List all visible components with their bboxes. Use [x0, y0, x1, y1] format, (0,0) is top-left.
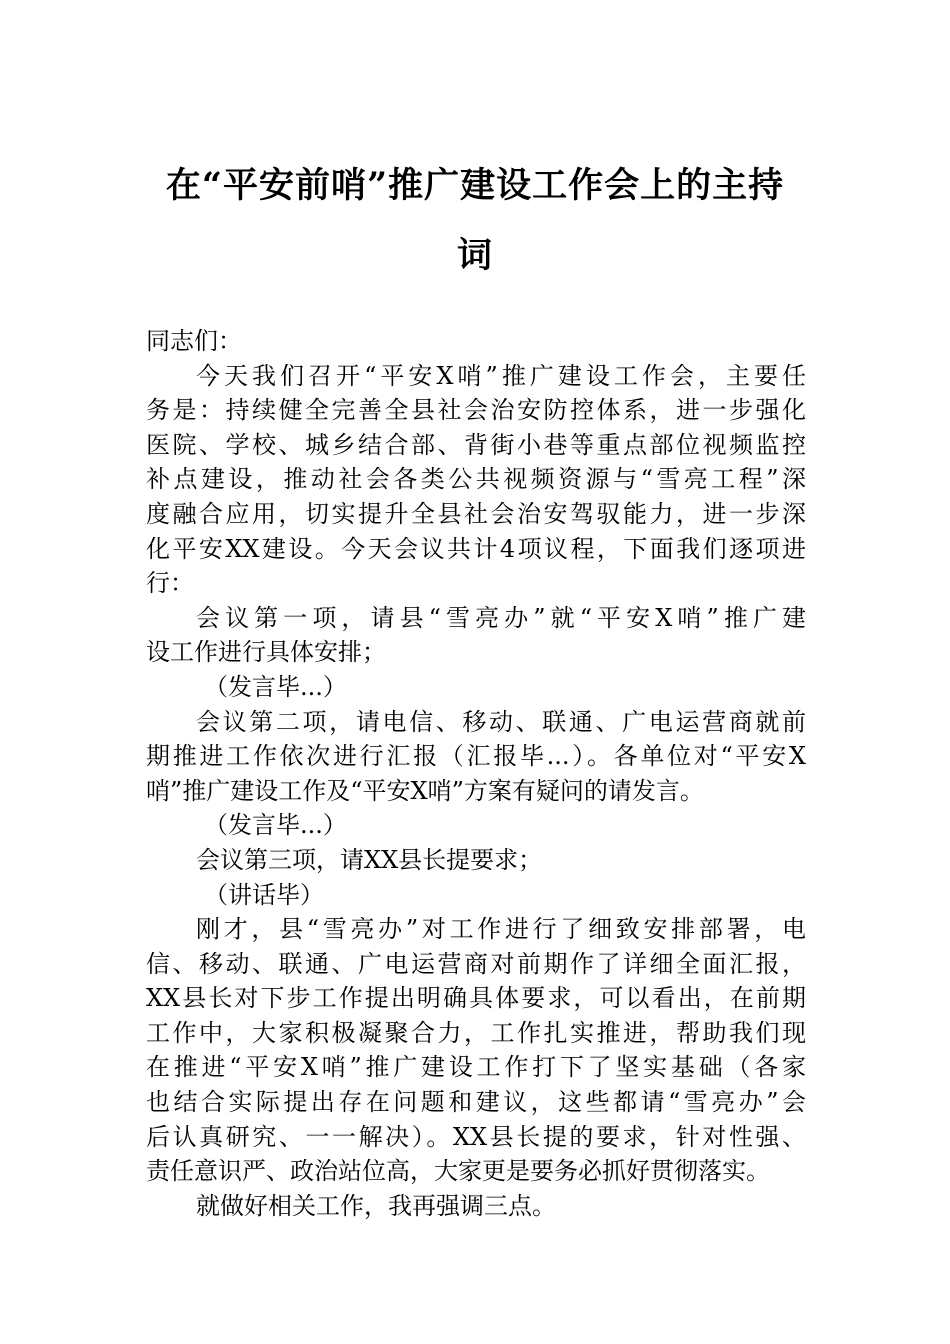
paragraph-line: （讲话毕）: [204, 880, 324, 909]
paragraph-line: 哨”推广建设工作及“平安X哨”方案有疑问的请发言。: [146, 776, 704, 805]
document-body: [146, 324, 806, 1223]
paragraph-line: 后认真研究、一一解决）。XX县长提的要求，针对性强、: [146, 1122, 806, 1151]
salutation: 同志们：: [146, 327, 242, 355]
paragraph-line: 刚才，县“雪亮办”对工作进行了细致安排部署，电: [196, 915, 806, 944]
paragraph-line: XX县长对下步工作提出明确具体要求，可以看出，在前期: [146, 984, 806, 1013]
paragraph-line: 设工作进行具体安排；: [146, 638, 386, 667]
paragraph-line: 期推进工作依次进行汇报（汇报毕...）。各单位对“平安X: [146, 742, 806, 771]
paragraph-line: 就做好相关工作，我再强调三点。: [196, 1191, 556, 1220]
paragraph-line: （发言毕...）: [204, 811, 347, 840]
paragraph-line: 会议第二项，请电信、移动、联通、广电运营商就前: [196, 707, 806, 736]
paragraph-line: 也结合实际提出存在问题和建议，这些都请“雪亮办”会: [146, 1088, 806, 1117]
paragraph-line: 会议第三项，请XX县长提要求；: [196, 845, 543, 874]
document-title-line-2: 词: [456, 235, 493, 276]
paragraph-line: 度融合应用，切实提升全县社会治安驾驭能力，进一步深: [146, 499, 806, 528]
document-title-line-1: 在“平安前哨”推广建设工作会上的主持: [165, 165, 785, 206]
paragraph-line: 信、移动、联通、广电运营商对前期作了详细全面汇报，: [146, 949, 806, 978]
paragraph-line: 责任意识严、政治站位高，大家更是要务必抓好贯彻落实。: [146, 1157, 770, 1186]
paragraph-line: （发言毕...）: [204, 672, 347, 701]
paragraph-line: 医院、学校、城乡结合部、背街小巷等重点部位视频监控: [146, 430, 806, 459]
paragraph-line: 在推进“平安X哨”推广建设工作打下了坚实基础（各家: [146, 1053, 806, 1082]
paragraph-line: 工作中，大家积极凝聚合力，工作扎实推进，帮助我们现: [146, 1018, 806, 1047]
paragraph-line: 补点建设，推动社会各类公共视频资源与“雪亮工程”深: [146, 465, 806, 494]
paragraph-line: 化平安XX建设。今天会议共计4项议程，下面我们逐项进: [146, 534, 806, 563]
paragraph-line: 行：: [146, 569, 194, 598]
paragraph-line: 会议第一项，请县“雪亮办”就“平安X哨”推广建: [196, 603, 806, 632]
paragraph-line: 今天我们召开“平安X哨”推广建设工作会，主要任: [196, 361, 806, 390]
paragraph-line: 务是：持续健全完善全县社会治安防控体系，进一步强化: [146, 396, 806, 425]
